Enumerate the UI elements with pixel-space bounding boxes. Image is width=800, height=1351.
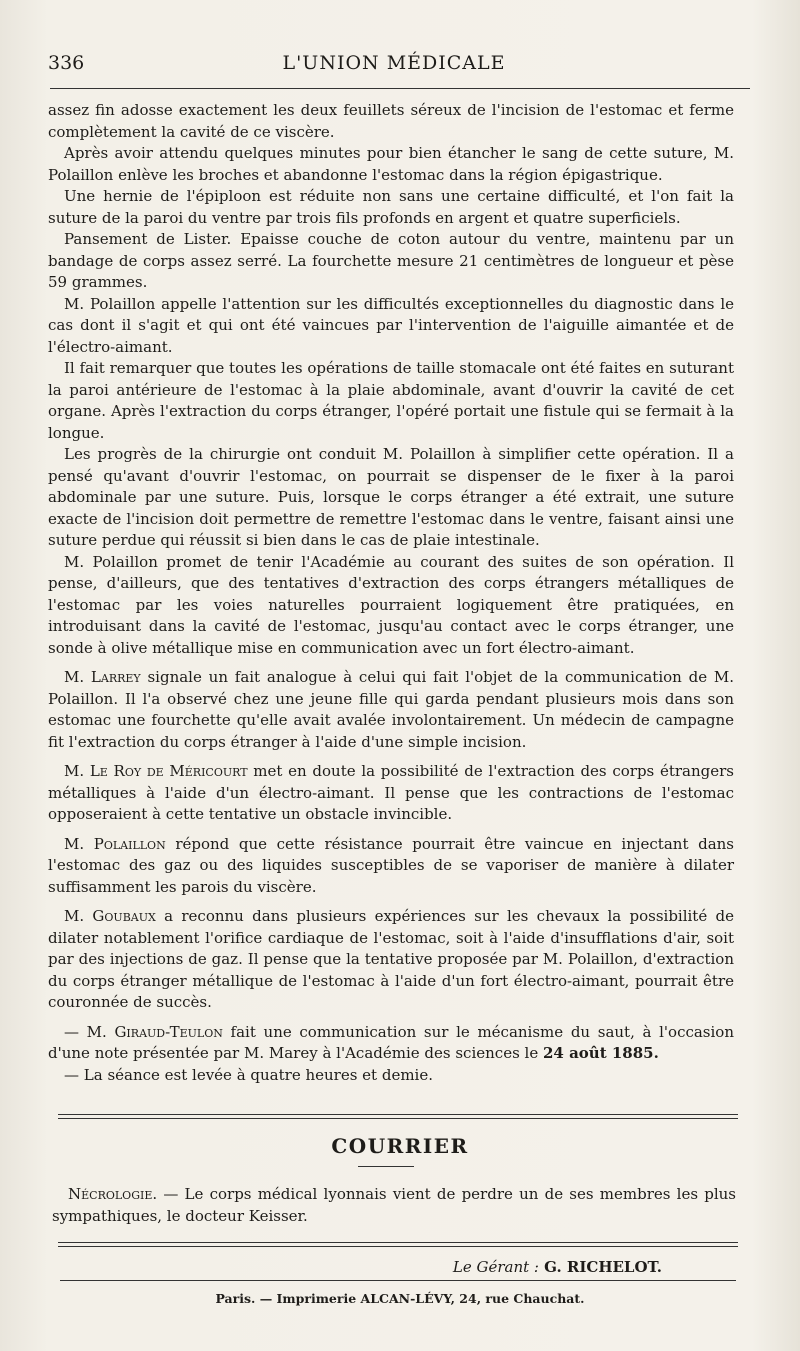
paragraph: Les progrès de la chirurgie ont conduit M. Polaillon à simplifier cette opération. Il a pensé qu'avant d'ouvrir l'estomac, on pourrait se dispenser de le fixer à la paroi abdominale par une suture. Puis, lorsque le corps étranger a été extrait, une suture exacte de l'incision doit permettre de remettre l'estomac dans le ventre, faisant ainsi une suture perdue qui réussit si bien dans le cas de plaie intestinale.: [48, 445, 734, 549]
running-head: [48, 52, 740, 78]
paragraph: Pansement de Lister. Epaisse couche de coton autour du ventre, maintenu par un bandage de corps assez serré. La fourchette mesure 21 centimètres de longueur et pèse 59 grammes.: [48, 230, 734, 291]
paragraph: M. Polaillon appelle l'attention sur les difficultés exceptionnelles du diagnostic dans le cas dont il s'agit et qui ont été vaincues par l'intervention de l'aiguille aimantée et de l'électro-aimant.: [48, 294, 734, 356]
date: 24 août 1885.: [542, 1044, 659, 1062]
section-title: COURRIER: [331, 1134, 469, 1158]
obituary-paragraph: [52, 1184, 736, 1227]
notice-text: — Le corps médical lyonnais vient de perdre un de ses membres les plus sympathiques, le docteur Keisser.: [52, 1185, 736, 1225]
footer-divider: [58, 1242, 738, 1247]
paragraph: — La séance est levée à quatre heures et demie.: [64, 1065, 433, 1084]
paragraph: Il fait remarquer que toutes les opérations de taille stomacale ont été faites en suturant la paroi antérieure de l'estomac à la plaie abdominale, avant d'ouvrir la cavité de cet organe. Après l'extraction du corps étranger, l'opéré portait une fistule qui se fermait à la longue.: [48, 359, 734, 442]
paragraph: M. Polaillon promet de tenir l'Académie au courant des suites de son opération. Il pense, d'ailleurs, que des tentatives d'extraction des corps étrangers métalliques de l'estomac par les voies naturelles pourraient logiquement être pratiquées, en introduisant dans la cavité de l'estomac, jusqu'au contact avec le corps étranger, une sonde à olive métallique mise en communication avec un fort électro-aimant.: [48, 552, 734, 657]
paragraph-text: met en doute la possibilité de l'extraction des corps étrangers métalliques à l'aide d'un électro-aimant. Il pense que les contractions de l'estomac opposeraient à cette tentative un obstacle invincible.: [48, 762, 734, 823]
paragraph-text: répond que cette résistance pourrait être vaincue en injectant dans l'estomac des gaz ou des liquides susceptibles de se vaporiser de manière à dilater suffisamment les parois du viscère.: [48, 834, 734, 896]
title-underline: [358, 1166, 414, 1167]
paragraph-giraud-teulon: [48, 1022, 734, 1065]
paragraph-polaillon: [48, 834, 734, 899]
journal-title: L'UNION MÉDICALE: [282, 52, 506, 74]
signature-label: Le Gérant :: [452, 1258, 539, 1276]
imprint-rule: [60, 1280, 736, 1281]
paragraph-text: signale un fait analogue à celui qui fait l'objet de la communication de M. Polaillon. Il l'a observé chez une jeune fille qui garda pendant plusieurs mois dans son estomac une fourchette qu'elle avait avalée involontairement. Un médecin de campagne fit l'extraction du corps étranger à l'aide d'une simple incision.: [48, 668, 734, 751]
speaker-name: M. Larrey: [64, 668, 141, 686]
paragraph-text: fait une communication sur le mécanisme du saut, à l'occasion d'une note présentée par M. Marey à l'Académie des sciences le: [48, 1022, 734, 1062]
header-rule: [50, 88, 750, 89]
paragraph-goubaux: [48, 906, 734, 1014]
session-report: [48, 100, 734, 1086]
speaker-name: M. Polaillon: [64, 834, 166, 853]
speaker-name: M. Le Roy de Méricourt: [64, 762, 248, 780]
speaker-name: M. Goubaux: [64, 907, 156, 925]
paragraph-le-roy: [48, 761, 734, 826]
page-number: 336: [48, 52, 85, 74]
paragraph-larrey: [48, 667, 734, 753]
section-divider: [58, 1114, 738, 1119]
courrier-notice: [52, 1184, 736, 1227]
notice-label: Nécrologie.: [68, 1185, 158, 1203]
paragraph: Après avoir attendu quelques minutes pour bien étancher le sang de cette suture, M. Polaillon enlève les broches et abandonne l'estomac dans la région épigastrique.: [48, 144, 734, 184]
signature-name: G. RICHELOT.: [538, 1258, 662, 1276]
speaker-name: — M. Giraud-Teulon: [64, 1022, 223, 1041]
printer-imprint: Paris. — Imprimerie ALCAN-LÉVY, 24, rue Chauchat.: [215, 1291, 585, 1306]
paragraph-text: a reconnu dans plusieurs expériences sur les chevaux la possibilité de dilater notablement l'orifice cardiaque de l'estomac, soit à l'aide d'insufflations d'air, soit par des injections de gaz. Il pense que la tentative proposée par M. Polaillon, d'extraction du corps étranger métallique de l'estomac à l'aide d'un fort électro-aimant, pourrait être couronnée de succès.: [48, 907, 734, 1011]
paragraph: assez fin adosse exactement les deux feuillets séreux de l'incision de l'estomac et ferme complètement la cavité de ce viscère.: [48, 101, 734, 141]
signature: [453, 1258, 662, 1276]
paragraph: Une hernie de l'épiploon est réduite non sans une certaine difficulté, et l'on fait la suture de la paroi du ventre par trois fils profonds en argent et quatre superficiels.: [48, 187, 734, 227]
